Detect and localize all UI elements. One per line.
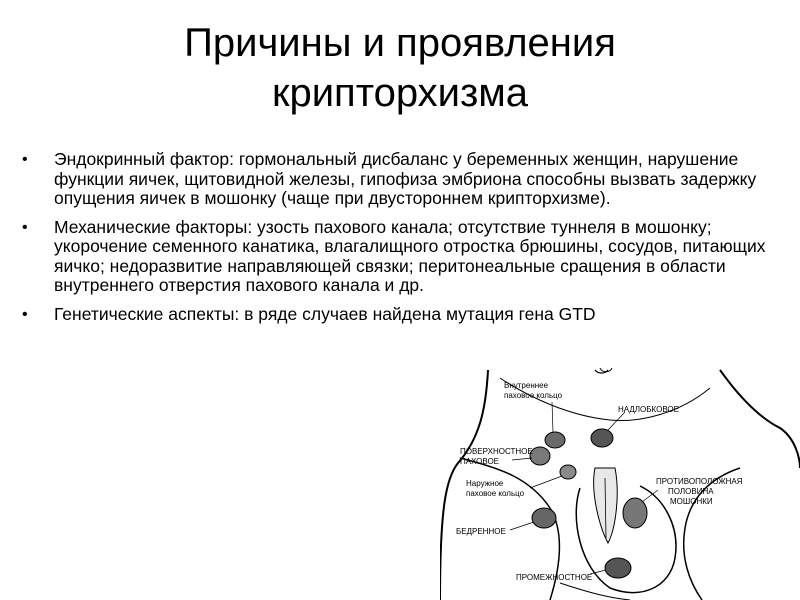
slide-title <box>0 18 800 118</box>
testis-femoral <box>532 508 556 528</box>
label-perineal: ПРОМЕЖНОСТНОЕ <box>516 573 593 582</box>
label-inner-ring-1: Внутреннее <box>504 381 549 390</box>
label-superficial-2: ПАХОВОЕ <box>460 457 500 466</box>
testis-inner-ring <box>545 432 565 448</box>
testis-outer-ring <box>560 465 576 479</box>
bullet-item-endocrine <box>22 150 787 209</box>
bullet-text: Эндокринный фактор: гормональный дисбаланс у беременных женщин, нарушение функции яичек, щитовидной железы, гипофиза эмбриона способны вызвать задержку опущения яичек в мошонку (чаще при двустороннем крипторхизме). <box>54 149 757 208</box>
label-suprapubic: НАДЛОБКОВОЕ <box>618 405 679 414</box>
bullet-text: Механические факторы: узость пахового канала; отсутствие туннеля в мошонку; укорочение семенного канатика, влагалищного отростка брюшины, сосудов, питающих яичко; недоразвитие направляющей связки; перитонеальные сращения в области внутреннего отверстия пахового канала и др. <box>54 216 766 295</box>
body-outline-right <box>720 370 800 468</box>
label-opposite-1: ПРОТИВОПОЛОЖНАЯ <box>656 477 743 486</box>
anatomy-illustration <box>440 368 800 600</box>
label-inner-ring-2: паховое кольцо <box>504 391 563 400</box>
leader-superficial <box>512 458 532 460</box>
testis-suprapubic <box>591 429 613 447</box>
bullet-marker: • <box>22 218 28 236</box>
label-femoral: БЕДРЕННОЕ <box>456 527 506 536</box>
leader-outer-ring <box>530 476 562 488</box>
label-opposite-2: ПОЛОВИНА <box>668 487 714 496</box>
bullet-text: Генетические аспекты: в ряде случаев найдена мутация гена GTD <box>54 303 596 324</box>
label-opposite-3: МОШОНКИ <box>670 497 713 506</box>
testis-opposite <box>623 498 647 528</box>
leader-inner-ring <box>552 402 553 432</box>
label-outer-ring-1: Наружное <box>466 479 504 488</box>
testis-superficial <box>530 447 550 465</box>
bullet-marker: • <box>22 305 28 323</box>
leader-femoral <box>510 522 534 530</box>
testis-perineal <box>605 558 631 578</box>
label-superficial-1: ПОВЕРХНОСТНОЕ <box>460 447 533 456</box>
bullet-item-genetic <box>22 305 787 325</box>
label-outer-ring-2: паховое кольцо <box>466 489 525 498</box>
title-line-2: крипторхизма <box>271 71 529 115</box>
bullet-item-mechanical <box>22 218 787 296</box>
anatomy-drawing <box>440 368 800 600</box>
bullet-list <box>22 150 787 333</box>
bullet-marker: • <box>22 151 28 168</box>
title-line-1: Причины и проявления <box>184 21 616 65</box>
